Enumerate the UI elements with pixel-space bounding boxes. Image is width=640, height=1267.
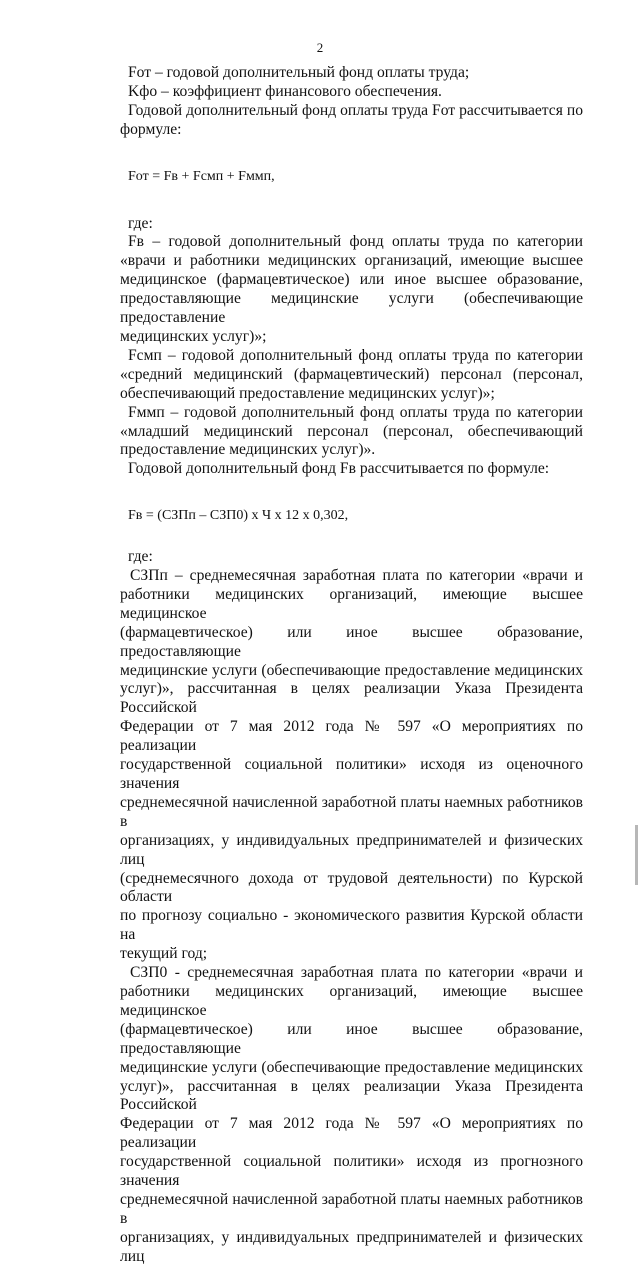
fsmp-definition-line: «средний медицинский (фармацевтический) персонал (персонал, bbox=[120, 365, 583, 383]
fv-definition-line: Fв – годовой дополнительный фонд оплаты труда по категории bbox=[128, 233, 583, 251]
szpp-definition-line: государственной социальной политики» исходя из оценочного значения bbox=[120, 756, 583, 792]
fv-definition-line: медицинское (фармацевтическое) или иное высшее образование, bbox=[120, 271, 583, 289]
f-ot-intro-line: формуле: bbox=[120, 120, 182, 138]
szpp-definition-line: по прогнозу социально - экономического развития Курской области на bbox=[120, 907, 583, 944]
szp0-definition-line: Федерации от 7 мая 2012 года № 597 «О мероприятиях по реализации bbox=[120, 1115, 583, 1152]
szpp-definition-line: СЗПп – среднемесячная заработная плата по категории «врачи и bbox=[130, 567, 583, 585]
szp0-definition-line: среднемесячной начисленной заработной платы наемных работников в bbox=[120, 1190, 583, 1227]
szp0-definition-line: СЗП0 - среднемесячная заработная плата по категории «врачи и bbox=[130, 964, 583, 982]
fv-intro: Годовой дополнительный фонд Fв рассчитывается по формуле: bbox=[128, 460, 550, 478]
szp0-definition-line: (фармацевтическое) или иное высшее образование, предоставляющие bbox=[120, 1020, 583, 1057]
fv-definition-line: медицинских услуг)»; bbox=[120, 327, 267, 345]
scan-edge-mark bbox=[635, 825, 638, 885]
k-fo-definition: Kфо – коэффициент финансового обеспечения. bbox=[128, 82, 442, 100]
szpp-definition-line: среднемесячной начисленной заработной платы наемных работников в bbox=[120, 793, 583, 830]
szpp-definition-line: работники медицинских организаций, имеющие высшее медицинское bbox=[120, 585, 583, 622]
szpp-definition-line: услуг)», рассчитанная в целях реализации Указа Президента Российской bbox=[120, 680, 583, 717]
fv-definition-line: «врачи и работники медицинских организаций, имеющие высшее bbox=[120, 252, 583, 270]
spacer bbox=[120, 140, 583, 168]
szpp-definition-line: организациях, у индивидуальных предпринимателей и физических лиц bbox=[120, 831, 583, 868]
document-body bbox=[120, 64, 583, 1267]
where-label: где: bbox=[128, 214, 153, 232]
fmmp-definition-line: Fммп – годовой дополнительный фонд оплаты труда по категории bbox=[128, 403, 583, 421]
szpp-definition-line: Федерации от 7 мая 2012 года № 597 «О мероприятиях по реализации bbox=[120, 718, 583, 755]
szp0-definition-line: организациях, у индивидуальных предпринимателей и физических лиц bbox=[120, 1228, 583, 1265]
szpp-definition-line: текущий год; bbox=[120, 945, 208, 963]
page-number: 2 bbox=[316, 40, 324, 55]
formula-f-ot: Fот = Fв + Fсмп + Fммп, bbox=[128, 168, 275, 184]
spacer bbox=[120, 479, 583, 507]
szp0-definition-line: государственной социальной политики» исходя из прогнозного значения bbox=[120, 1153, 583, 1190]
formula-fv: Fв = (СЗПп – СЗП0) x Ч x 12 x 0,302, bbox=[128, 508, 349, 524]
f-ot-intro-line: Годовой дополнительный фонд оплаты труда Fот рассчитывается по bbox=[128, 101, 583, 119]
fv-definition-line: предоставляющие медицинские услуги (обеспечивающие предоставление bbox=[120, 290, 583, 327]
where-label: где: bbox=[128, 548, 153, 566]
szpp-definition-line: медицинские услуги (обеспечивающие предоставление медицинских bbox=[120, 661, 583, 679]
fsmp-definition-line: обеспечивающий предоставление медицинских услуг)»; bbox=[120, 384, 495, 402]
spacer bbox=[120, 187, 583, 215]
fmmp-definition-line: «младший медицинский персонал (персонал, обеспечивающий bbox=[120, 422, 583, 440]
szpp-definition-line: (среднемесячного дохода от трудовой деятельности) по Курской области bbox=[120, 869, 583, 906]
szpp-definition-line: (фармацевтическое) или иное высшее образование, предоставляющие bbox=[120, 623, 583, 660]
szp0-definition-line: медицинские услуги (обеспечивающие предоставление медицинских bbox=[120, 1058, 583, 1076]
szp0-definition-line: услуг)», рассчитанная в целях реализации Указа Президента Российской bbox=[120, 1077, 583, 1114]
fmmp-definition-line: предоставление медицинских услуг)». bbox=[120, 441, 376, 459]
fsmp-definition-line: Fсмп – годовой дополнительный фонд оплаты труда по категории bbox=[128, 346, 583, 364]
spacer bbox=[120, 526, 583, 548]
f-ot-definition: Fот – годовой дополнительный фонд оплаты труда; bbox=[128, 64, 470, 81]
szp0-definition-line: работники медицинских организаций, имеющие высшее медицинское bbox=[120, 982, 583, 1019]
